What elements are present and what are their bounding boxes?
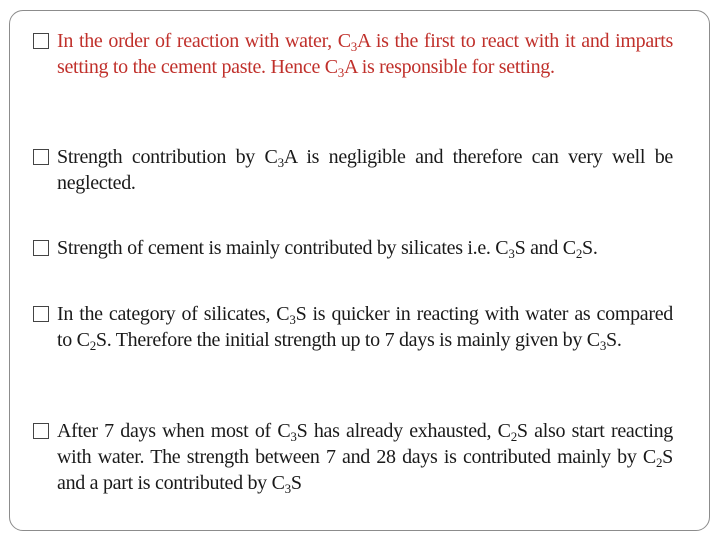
text-segment: S and C xyxy=(514,237,576,259)
formula-subscript: 2 xyxy=(89,338,96,353)
bullet-item xyxy=(33,28,673,80)
formula-subscript: 3 xyxy=(508,246,515,261)
bullet-text xyxy=(57,28,673,80)
text-segment: Strength of cement is mainly contributed by silicates i.e. C xyxy=(57,237,509,259)
text-segment: A is the first to react with it and imparts setting to the cement paste. Hence C xyxy=(57,30,674,78)
formula-subscript: 3 xyxy=(290,429,297,444)
square-bullet-icon xyxy=(33,306,49,322)
text-segment: S has already exhausted, C xyxy=(296,420,511,442)
formula-subscript: 3 xyxy=(599,338,607,353)
formula-subscript: 3 xyxy=(350,39,357,54)
bullet-item xyxy=(33,235,673,261)
formula-subscript: 2 xyxy=(575,246,583,261)
square-bullet-icon xyxy=(33,423,49,439)
text-segment: In the category of silicates, C xyxy=(57,303,290,325)
text-segment: After 7 days when most of C xyxy=(57,420,291,442)
text-segment: S. Therefore the initial strength up to 7 days is mainly given by C xyxy=(95,329,600,351)
text-segment: S also start reacting with water. The strength between 7 and 28 days is contributed mainly by C xyxy=(57,420,673,468)
bullet-text xyxy=(57,418,673,496)
bullet-item xyxy=(33,301,673,353)
bullet-text xyxy=(57,301,673,353)
formula-subscript: 3 xyxy=(337,65,344,80)
text-segment: S xyxy=(290,472,302,494)
text-segment: Strength contribution by C xyxy=(57,146,278,168)
square-bullet-icon xyxy=(33,33,49,49)
text-segment: A is responsible for setting. xyxy=(343,56,555,78)
formula-subscript: 3 xyxy=(289,312,296,327)
text-segment: S is quicker in reacting with water as compared to C xyxy=(57,303,673,351)
text-segment: In the order of reaction with water, C xyxy=(57,30,351,52)
bullet-text xyxy=(57,235,673,261)
text-segment: S. xyxy=(606,329,622,351)
formula-subscript: 2 xyxy=(510,429,517,444)
square-bullet-icon xyxy=(33,149,49,165)
square-bullet-icon xyxy=(33,240,49,256)
formula-subscript: 3 xyxy=(284,481,291,496)
text-segment: S. xyxy=(582,237,598,259)
formula-subscript: 2 xyxy=(655,455,663,470)
bullet-item xyxy=(33,418,673,496)
text-segment: A is negligible and therefore can very well be neglected. xyxy=(57,146,673,194)
text-segment: S and a part is contributed by C xyxy=(57,446,673,494)
bullet-item xyxy=(33,144,673,196)
formula-subscript: 3 xyxy=(277,155,284,170)
bullet-text xyxy=(57,144,673,196)
